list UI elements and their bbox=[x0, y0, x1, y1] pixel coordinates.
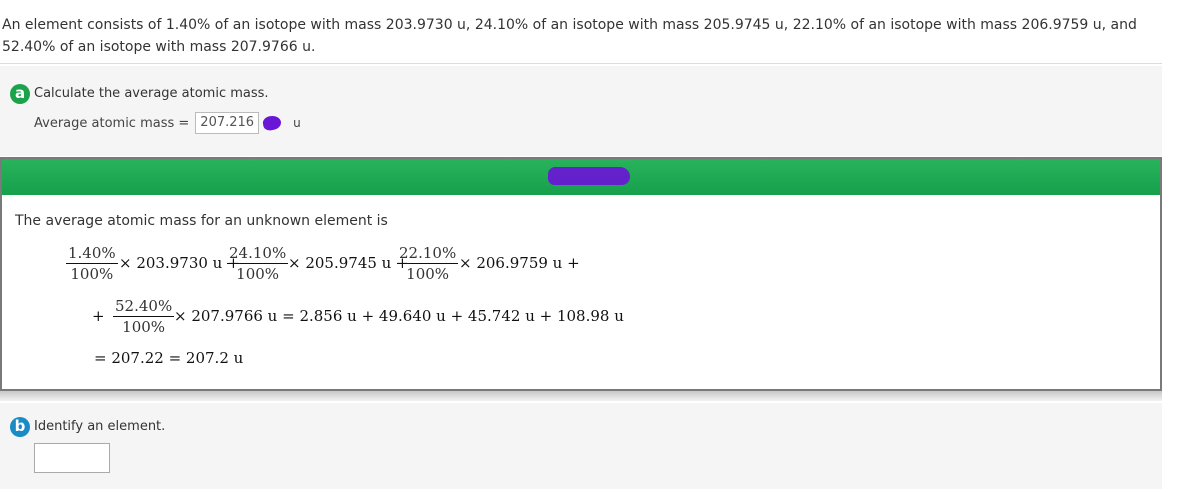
part-a-section bbox=[0, 66, 1162, 156]
fraction-2 bbox=[227, 243, 288, 284]
fraction-4-numerator: 52.40% bbox=[115, 297, 173, 315]
part-b-label: Identify an element. bbox=[34, 419, 166, 434]
fraction-4 bbox=[113, 296, 174, 337]
fraction-2-denominator: 100% bbox=[236, 265, 280, 283]
fraction-3-numerator: 22.10% bbox=[399, 244, 457, 262]
fraction-1-denominator: 100% bbox=[70, 265, 114, 283]
term-1: × 203.9730 u + bbox=[119, 254, 240, 272]
result-line: = 207.22 = 207.2 u bbox=[94, 349, 244, 367]
fraction-3 bbox=[397, 243, 458, 284]
term-2: × 205.9745 u + bbox=[288, 254, 409, 272]
plus-sign: + bbox=[92, 307, 105, 325]
part-a-badge: a bbox=[10, 84, 30, 104]
unit-label: u bbox=[293, 116, 301, 130]
term-4: × 207.9766 u = 2.856 u + 49.640 u + 45.742 u + 108.98 u bbox=[174, 307, 624, 325]
question-body: An element consists of 1.40% of an isotope with mass 203.9730 u, 24.10% of an isotope with mass 205.9745 u, 22.10% of an isotope with mass 206.9759 u, and 52.40% of an isotope with mass 207.9766 u. bbox=[2, 17, 1137, 55]
question-text bbox=[0, 0, 1162, 64]
fraction-2-numerator: 24.10% bbox=[229, 244, 287, 262]
average-atomic-mass-input[interactable]: 207.216 bbox=[195, 112, 259, 134]
feedback-header-bar bbox=[2, 159, 1160, 195]
redaction-scribble bbox=[548, 167, 630, 185]
part-b-section bbox=[0, 403, 1162, 489]
feedback-panel bbox=[0, 157, 1162, 391]
feedback-intro: The average atomic mass for an unknown element is bbox=[15, 213, 388, 229]
redaction-mark bbox=[262, 115, 282, 132]
fraction-1-numerator: 1.40% bbox=[68, 244, 116, 262]
fraction-4-denominator: 100% bbox=[122, 318, 166, 336]
feedback-shadow bbox=[0, 391, 1162, 401]
part-a-label: Calculate the average atomic mass. bbox=[34, 86, 269, 101]
element-input[interactable] bbox=[34, 443, 110, 473]
answer-row bbox=[34, 112, 301, 134]
fraction-3-denominator: 100% bbox=[406, 265, 450, 283]
answer-label: Average atomic mass = bbox=[34, 115, 190, 131]
fraction-1 bbox=[66, 243, 118, 284]
term-3: × 206.9759 u + bbox=[459, 254, 580, 272]
part-b-badge: b bbox=[10, 417, 30, 437]
